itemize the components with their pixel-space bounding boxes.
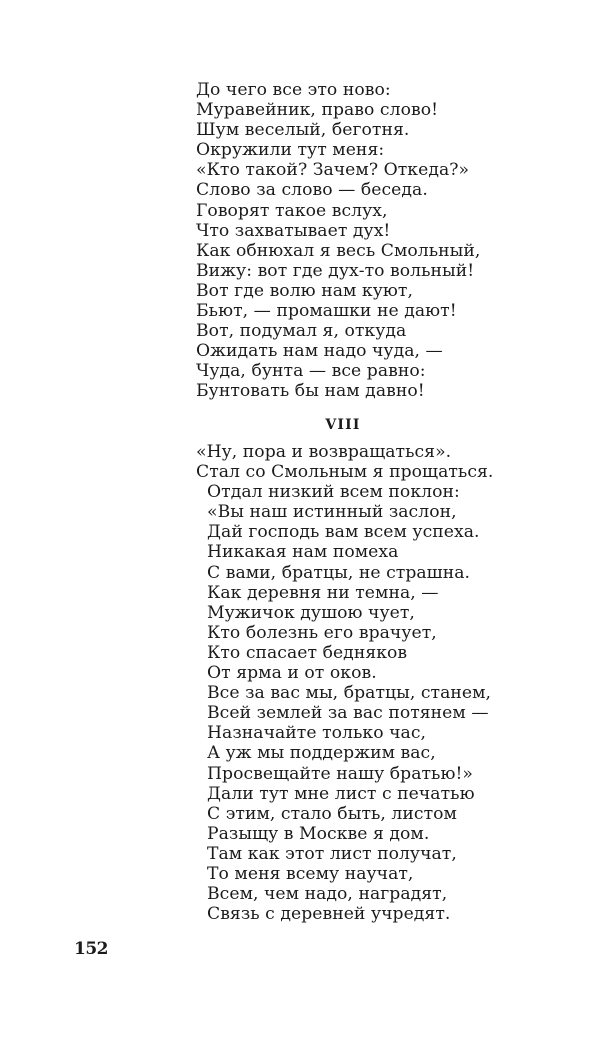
poem-line: Назначайте только час, xyxy=(207,723,427,744)
poem-line: Что захватывает дух! xyxy=(196,220,391,241)
poem-line: От ярма и от оков. xyxy=(207,663,377,684)
poem-line: Бунтовать бы нам давно! xyxy=(196,381,425,402)
poem-line: Там как этот лист получат, xyxy=(207,843,457,864)
poem-line: Окружили тут меня: xyxy=(196,140,385,161)
poem-line: До чего все это ново: xyxy=(196,80,391,100)
poem-line: Ожидать нам надо чуда, — xyxy=(196,341,443,362)
poem-line: «Ну, пора и возвращаться». xyxy=(196,442,452,462)
poem-stanza-2 xyxy=(196,442,493,924)
poem-line: Кто болезнь его врачует, xyxy=(207,622,437,643)
poem-line: С этим, стало быть, листом xyxy=(207,803,457,824)
poem-line: Просвещайте нашу братью!» xyxy=(207,763,473,784)
poem-line: Отдал низкий всем поклон: xyxy=(207,482,460,503)
poem-line: Дали тут мне лист с печатью xyxy=(207,783,475,804)
poem-line: С вами, братцы, не страшна. xyxy=(207,562,471,583)
poem-line: «Кто такой? Зачем? Откеда?» xyxy=(196,160,470,181)
poem-line: Как обнюхал я весь Смольный, xyxy=(196,240,481,261)
poem-line: Стал со Смольным я прощаться. xyxy=(196,462,494,483)
poem-line: Никакая нам помеха xyxy=(207,542,399,563)
page-number: 152 xyxy=(74,939,108,959)
poem-line: «Вы наш истинный заслон, xyxy=(207,502,457,523)
poem-line: Связь с деревней учредят. xyxy=(207,904,451,925)
poem-line: А уж мы поддержим вас, xyxy=(207,743,436,764)
section-heading: VIII xyxy=(325,417,361,433)
poem-line: Мужичок душою чует, xyxy=(207,602,415,623)
poem-stanza-1 xyxy=(196,80,480,402)
poem-line: Слово за слово — беседа. xyxy=(196,180,428,201)
poem-line: Всей землей за вас потянем — xyxy=(207,703,489,724)
poem-line: Все за вас мы, братцы, станем, xyxy=(207,683,492,704)
poem-line: Муравейник, право слово! xyxy=(196,100,439,121)
poem-line: Как деревня ни темна, — xyxy=(207,582,439,603)
poem-line: Вот, подумал я, откуда xyxy=(196,321,407,342)
poem-line: Всем, чем надо, наградят, xyxy=(207,884,448,905)
poem-line: Вижу: вот где дух-то вольный! xyxy=(196,260,475,281)
poem-line: Шум веселый, беготня. xyxy=(196,120,410,141)
poem-line: Бьют, — промашки не дают! xyxy=(196,301,457,322)
poem-line: Вот где волю нам куют, xyxy=(196,280,413,301)
poem-line: Чуда, бунта — все равно: xyxy=(196,361,426,382)
poem-line: Разыщу в Москве я дом. xyxy=(207,823,430,844)
poem-line: Говорят такое вслух, xyxy=(196,200,388,221)
poem-line: Дай господь вам всем успеха. xyxy=(207,522,480,543)
poem-line: Кто спасает бедняков xyxy=(207,642,408,663)
poem-line: То меня всему научат, xyxy=(207,863,414,884)
